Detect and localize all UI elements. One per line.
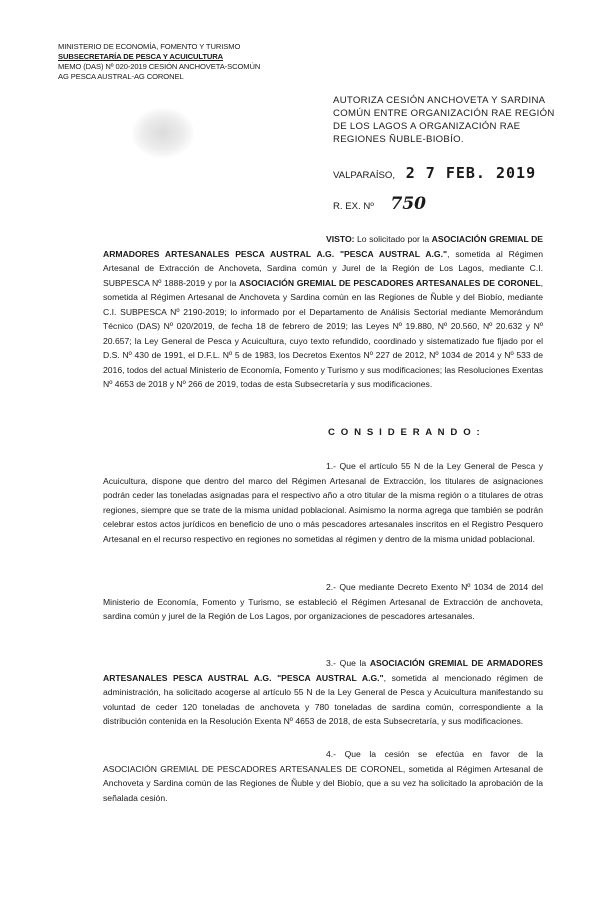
considerando-paragraph-3 <box>103 656 543 729</box>
considerando-paragraph-2: 2.- Que mediante Decreto Exento Nº 1034 de 2014 del Ministerio de Economía, Fomento y Turismo, se estableció el Régimen Artesanal de Extracción de anchoveta, sardina común y jurel de la Región de Los Lagos, por organizaciones de pescadores artesanales. <box>103 582 543 621</box>
p3-lead: 3.- Que la <box>326 658 370 668</box>
memo-reference: MEMO (DAS) Nº 020-2019 CESIÓN ANCHOVETA-SCOMÚN <box>58 62 261 71</box>
visto-lead: Lo solicitado por la <box>354 234 432 244</box>
visto-paragraph <box>103 232 543 392</box>
place-date <box>333 164 536 182</box>
ministry-name: MINISTERIO DE ECONOMÍA, FOMENTO Y TURISMO <box>58 42 241 51</box>
memo-reference-2: AG PESCA AUSTRAL-AG CORONEL <box>58 72 184 81</box>
resolution-date: 2 7 FEB. 2019 <box>405 164 537 182</box>
visto-mid: , sometida al Régimen Artesanal de Extracción de Anchoveta, Sardina común y Jurel de la Región de Los Lagos, mediante C.I. SUBPESCA Nº 1888-2019 y por la <box>103 248 543 288</box>
place-label: VALPARAÍSO, <box>333 170 396 181</box>
official-stamp <box>132 108 194 158</box>
visto-org1: ASOCIACIÓN GREMIAL DE ARMADORES ARTESANALES PESCA AUSTRAL A.G. "PESCA AUSTRAL A.G." <box>103 234 544 259</box>
rex-number: 750 <box>390 194 426 214</box>
rex-label: R. EX. Nº <box>333 201 374 212</box>
p3-org: ASOCIACIÓN GREMIAL DE ARMADORES ARTESANALES PESCA AUSTRAL A.G. "PESCA AUSTRAL A.G." <box>103 658 543 683</box>
considerando-paragraph-1: 1.- Que el artículo 55 N de la Ley General de Pesca y Acuicultura, dispone que dentro del marco del Régimen Artesanal de Extracción, los titulares de asignaciones podrán ceder las toneladas asignadas para el respectivo año a otro titular de la misma región o a titulares de otras regiones, siempre que se trate de la misma unidad poblacional. Asimismo la norma agrega que también se podrán celebrar estos actos jurídicos en beneficio de uno o más pescadores artesanales inscritos en el Registro Pesquero Artesanal en el recurso respectivo en regiones no sometidas al régimen y dentro de la misma unidad poblacional. <box>103 461 543 544</box>
considerando-heading: C O N S I D E R A N D O : <box>328 427 482 438</box>
resolution-number <box>333 194 426 214</box>
visto-org2: ASOCIACIÓN GREMIAL DE PESCADORES ARTESANALES DE CORONEL <box>239 277 541 288</box>
visto-rest: , sometida al Régimen Artesanal de Anchoveta y Sardina común en las Regiones de Ñuble y del Biobío, mediante C.I. SUBPESCA Nº 2190-2019; lo informado por el Departamento de Análisis Sectorial mediante Memorándum Técnico (DAS) Nº 020/2019, de fecha 18 de febrero de 2019; las Leyes Nº 19.880, Nº 20.560, Nº 20.632 y Nº 20.657; la Ley General de Pesca y Acuicultura, cuyo texto refundido, coordinado y sistematizado fue fijado por el D.S. Nº 430 de 1991, el D.F.L. Nº 5 de 1983, los Decretos Exentos Nº 227 de 2012, Nº 1034 de 2014 y Nº 533 de 2016, todos del actual Ministerio de Economía, Fomento y Turismo y sus modificaciones; las Resoluciones Exentas Nº 4653 de 2018 y Nº 266 de 2019, todas de esta Subsecretaría y sus modificaciones. <box>103 277 543 389</box>
letterhead <box>58 42 288 82</box>
considerando-paragraph-4: 4.- Que la cesión se efectúa en favor de la ASOCIACIÓN GREMIAL DE PESCADORES ARTESANALES DE CORONEL, sometida al Régimen Artesanal de Anchoveta y Sardina común de las Regiones de Ñuble y del Biobío, que a su vez ha solicitado la aprobación de la señalada cesión. <box>103 749 543 803</box>
resolution-title: AUTORIZA CESIÓN ANCHOVETA Y SARDINA COMÚN ENTRE ORGANIZACIÓN RAE REGIÓN DE LOS LAGOS A ORGANIZACIÓN RAE REGIONES ÑUBLE-BIOBÍO. <box>333 95 555 145</box>
visto-label: VISTO: <box>326 234 355 244</box>
p3-rest: , sometida al mencionado régimen de administración, ha solicitado acogerse al artículo 55 N de la Ley General de Pesca y Acuicultura manifestando su voluntad de ceder 120 toneladas de anchoveta y 780 toneladas de sardina común, correspondiente a la distribución contenida en la Resolución Exenta Nº 4653 de 2018, de esta Subsecretaría, y sus modificaciones. <box>103 672 544 726</box>
subsecretaria-name: SUBSECRETARÍA DE PESCA Y ACUICULTURA <box>58 52 224 61</box>
